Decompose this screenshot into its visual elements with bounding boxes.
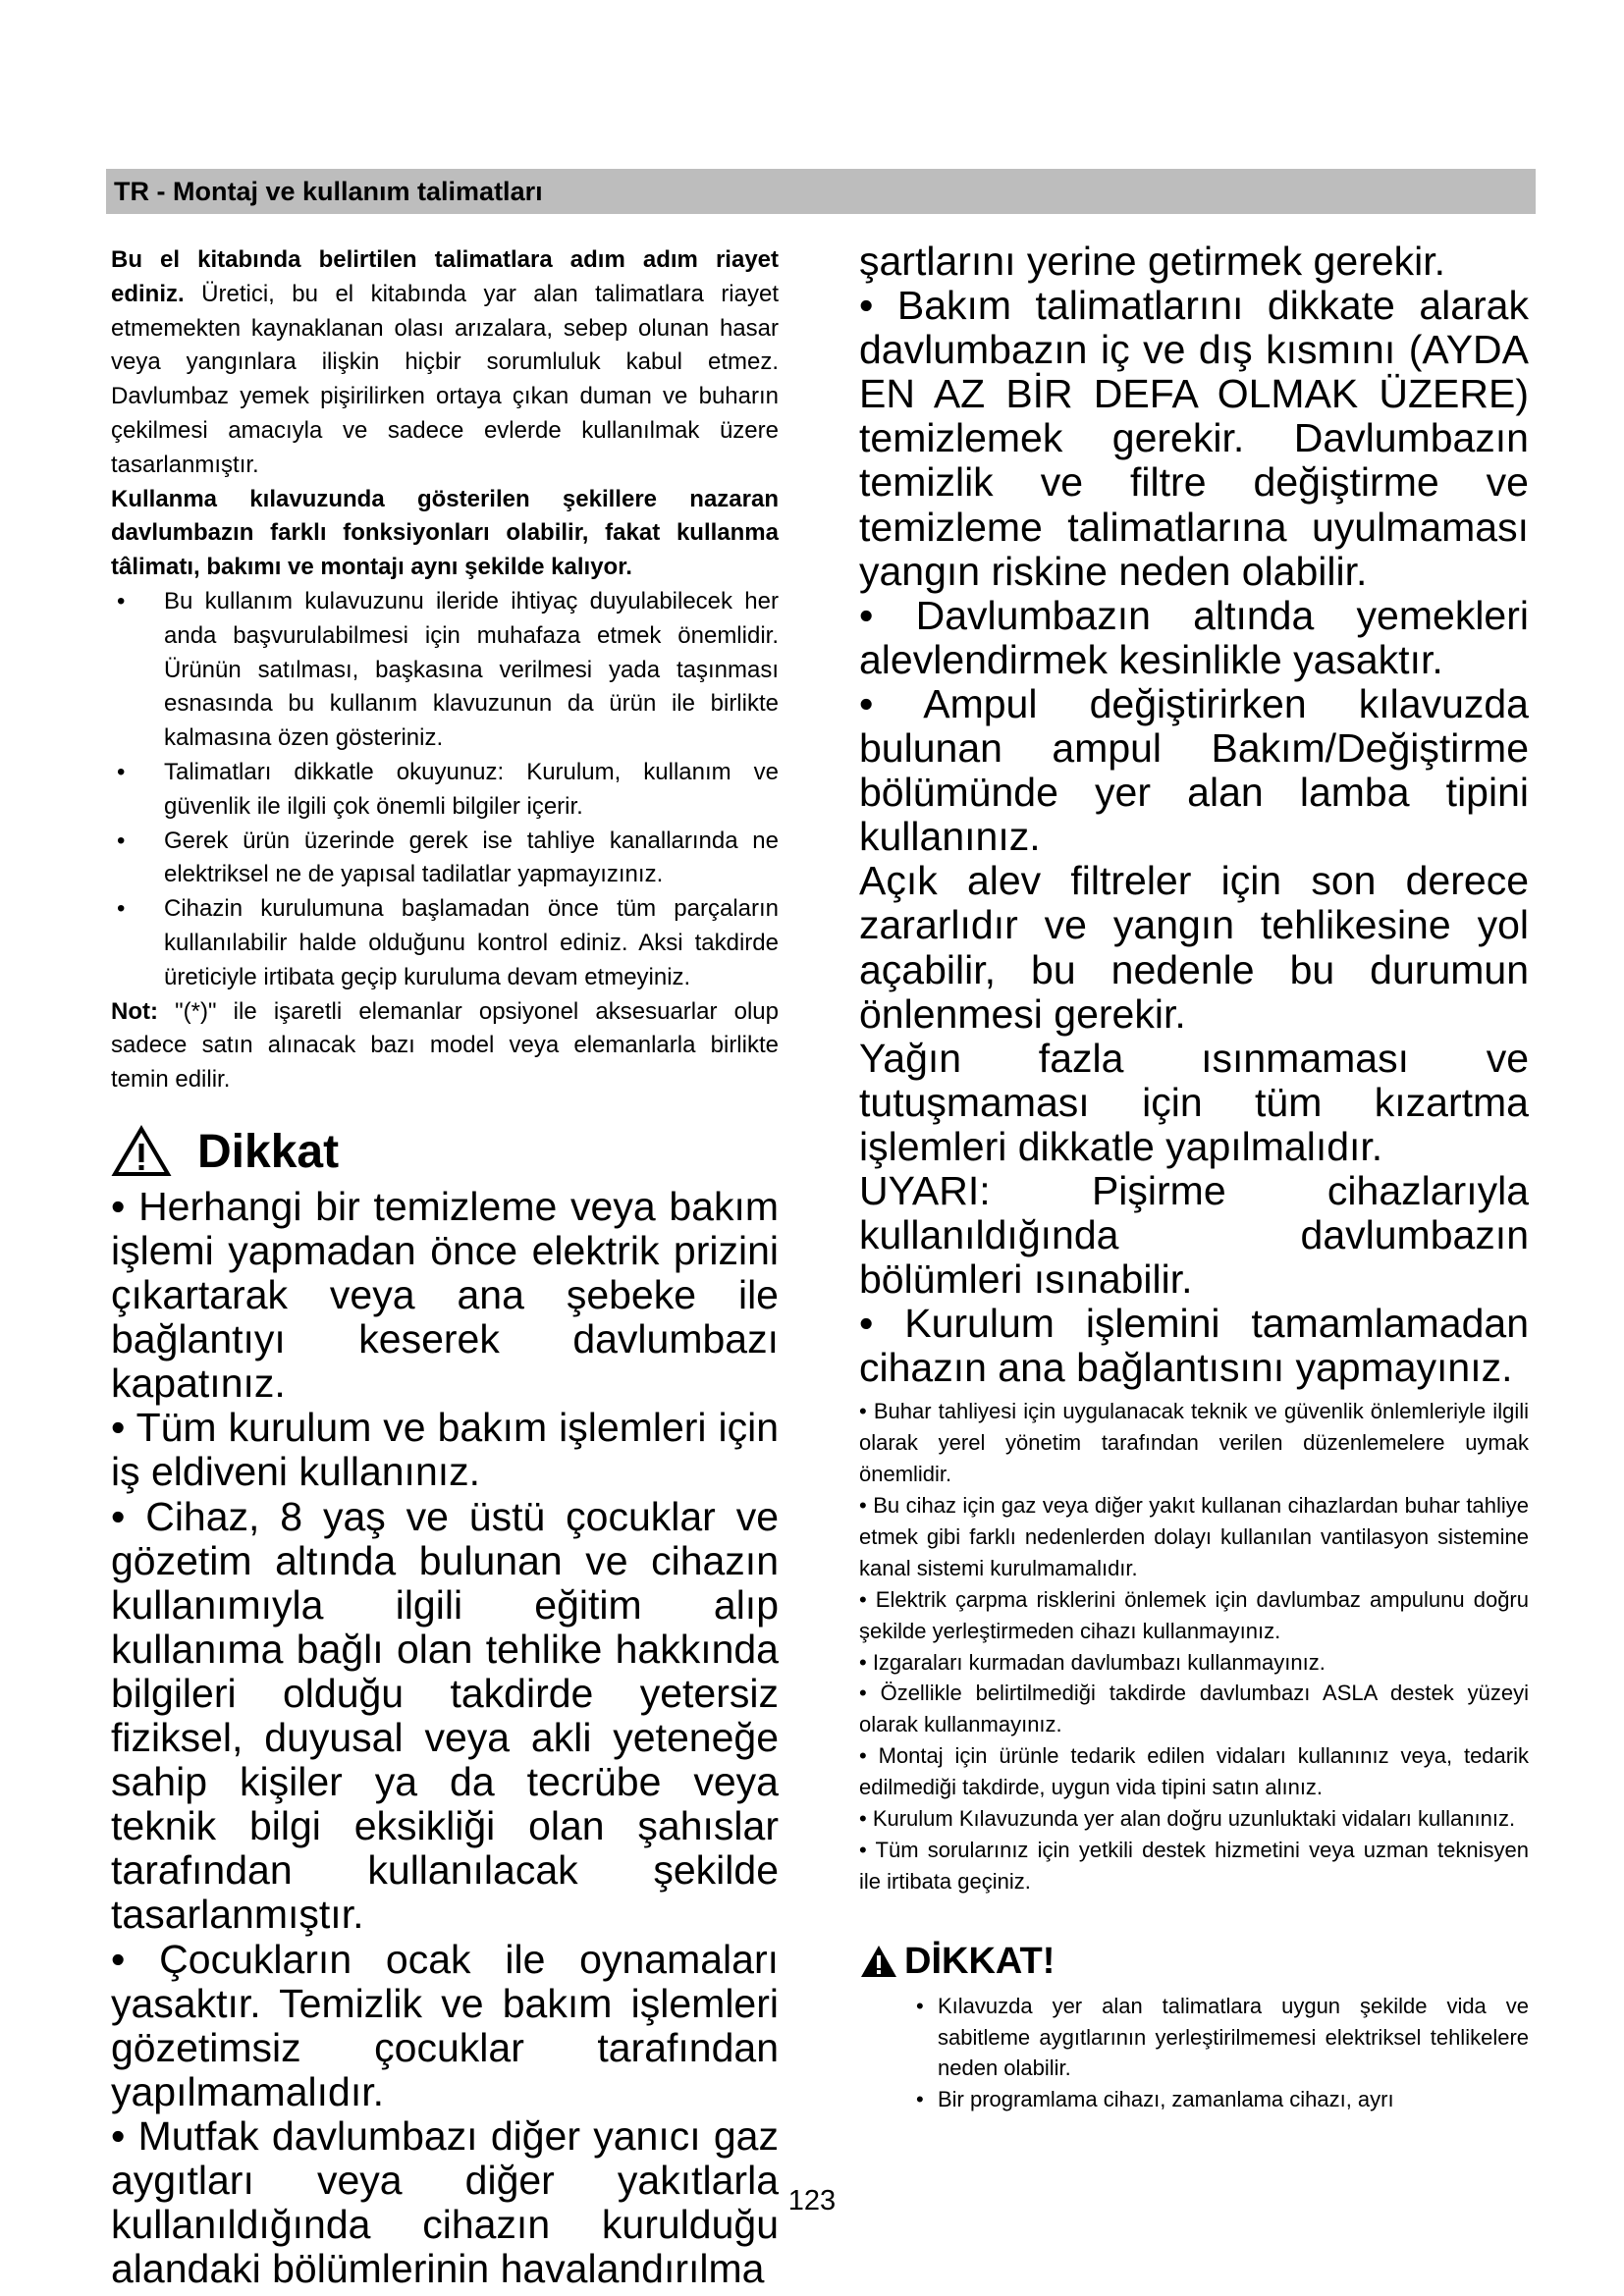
page-number: 123 bbox=[787, 2185, 837, 2216]
small-paragraph: • Elektrik çarpma risklerini önlemek için davlumbaz ampulunu doğru şekilde yerleştirmeden cihazı kullanmayınız. bbox=[859, 1586, 1529, 1643]
small-paragraph: • Özellikle belirtilmediği takdirde davlumbazı ASLA destek yüzeyi olarak kullanmayınız. bbox=[859, 1681, 1529, 1737]
warning-paragraph: • Cihaz, 8 yaş ve üstü çocuklar ve gözetim altında bulunan ve cihazın kullanımıyla ilgili eğitim alıp kullanıma bağlı olan tehlike hakkında bilgileri olduğu takdirde yetersiz fiziksel, duyusal veya akli yeteneğe sahip kişiler ya da tecrübe veya teknik bilgi eksikliği olan şahıslar tarafından kullanılacak şekilde tasarlanmıştır. bbox=[111, 1493, 779, 1938]
warning-paragraph: Yağın fazla ısınmaması ve tutuşmaması için tüm kızartma işlemleri dikkatle yapılmalıdır. bbox=[859, 1035, 1529, 1169]
note-paragraph bbox=[111, 995, 779, 1097]
warning-paragraph: • Herhangi bir temizleme veya bakım işlemi yapmadan önce elektrik prizini çıkartarak veya ana şebeke ile bağlantıyı keserek davlumbazı kapatınız. bbox=[111, 1183, 779, 1407]
warning-paragraph: • Çocukların ocak ile oynamaları yasaktır. Temizlik ve bakım işlemleri gözetimsiz çocuklar tarafından yapılmamalıdır. bbox=[111, 1936, 779, 2114]
warning-filled-icon bbox=[859, 1944, 898, 1979]
list-item: • Cihazin kurulumuna başlamadan önce tüm parçaların kullanılabilir halde olduğunu kontrol ediniz. Aksi takdirde üreticiyle irtibata geçip kuruluma devam etmeyiniz. bbox=[111, 892, 779, 994]
dikkat-heading bbox=[111, 1125, 779, 1179]
list-item: • Gerek ürün üzerinde gerek ise tahliye kanallarında ne elektriksel ne de yapısal tadilatlar yapmayızınız. bbox=[111, 825, 779, 893]
warning-paragraph: • Tüm kurulum ve bakım işlemleri için iş eldiveni kullanınız. bbox=[111, 1405, 779, 1495]
note-label: Not: bbox=[111, 997, 158, 1025]
dikkat2-title: DİKKAT! bbox=[904, 1940, 1056, 1982]
dikkat-title: Dikkat bbox=[197, 1125, 340, 1178]
intro-text: Üretici, bu el kitabında yar alan talimatlara riayet etmemekten kaynaklanan olası arızalara, sebep olunan hasar veya yangınlara ilişkin hiçbir sorumluluk kabul etmez. Davlumbaz yemek pişirilirken ortaya çıkan duman ve buharın çekilmesi amacıyla ve sadece evlerde kullanılmak üzere tasarlanmıştır. bbox=[111, 280, 779, 478]
left-column bbox=[111, 243, 779, 2291]
small-paragraph: • Izgaraları kurmadan davlumbazı kullanmayınız. bbox=[859, 1649, 1326, 1675]
dikkat2-heading bbox=[859, 1941, 1529, 1983]
small-paragraph: • Buhar tahliyesi için uygulanacak teknik ve güvenlik önlemleriyle ilgili olarak yerel yönetim tarafından verilen düzenlemelere uymak önemlidir. bbox=[859, 1399, 1529, 1487]
warning-paragraph: Açık alev filtreler için son derece zararlıdır ve yangın tehlikesine yol açabilir, bu nedenle bu durumun önlenmesi gerekir. bbox=[859, 858, 1529, 1037]
list-item: • Talimatları dikkatle okuyunuz: Kurulum, kullanım ve güvenlik ile ilgili çok önemli bilgiler içerir. bbox=[111, 756, 779, 825]
uyari-paragraph: UYARI: Pişirme cihazlarıyla kullanıldığında davlumbazın bölümleri ısınabilir. bbox=[859, 1167, 1529, 1303]
warning-paragraph: şartlarını yerine getirmek gerekir. bbox=[859, 239, 1446, 284]
dikkat2-list bbox=[859, 1991, 1529, 2116]
small-paragraph: • Bu cihaz için gaz veya diğer yakıt kullanan cihazlardan buhar tahliye etmek gibi farklı nedenlerden dolayı kullanılan vantilasyon sistemine kanal sistemi kurulmamalıdır. bbox=[859, 1493, 1529, 1580]
warning-paragraph: • Bakım talimatlarını dikkate alarak davlumbazın iç ve dış kısmını (AYDA EN AZ BİR DEFA OLMAK ÜZERE) temizlemek gerekir. Davlumbazın temizlik ve filtre değiştirme ve temizleme talimatlarına uyulmaması yangın riskine neden olabilir. bbox=[859, 283, 1529, 594]
small-warnings bbox=[859, 1396, 1529, 1896]
warning-paragraph: • Davlumbazın altında yemekleri alevlendirmek kesinlikle yasaktır. bbox=[859, 592, 1529, 682]
warning-paragraph: • Ampul değiştirirken kılavuzda bulunan ampul Bakım/Değiştirme bölümünde yer alan lamba tipini kullanınız. bbox=[859, 680, 1529, 860]
warning-paragraph: • Kurulum işlemini tamamlamadan cihazın ana bağlantısını yapmayınız. bbox=[859, 1301, 1529, 1391]
section-title: TR - Montaj ve kullanım talimatları bbox=[114, 177, 543, 206]
list-item: • Bu kullanım kulavuzunu ileride ihtiyaç duyulabilecek her anda başvurulabilmesi için muhafaza etmek önemlidir. Ürünün satılması, başkasına verilmesi yada taşınması esnasında bu kullanım klavuzunun da ürün ile birlikte kalmasına özen gösteriniz. bbox=[111, 585, 779, 756]
small-paragraph: • Tüm sorularınız için yetkili destek hizmetini veya uzman teknisyen ile irtibata geçiniz. bbox=[859, 1837, 1529, 1894]
warning-outline-icon bbox=[111, 1125, 172, 1178]
warning-paragraph: • Mutfak davlumbazı diğer yanıcı gaz aygıtları veya diğer yakıtlarla kullanıldığında cihazın kurulduğu alandaki bölümlerinin havalandırılma bbox=[111, 2112, 779, 2292]
intro2-paragraph: Kullanma kılavuzunda gösterilen şekillere nazaran davlumbazın farklı fonksiyonları olabilir, fakat kullanma tâlimatı, bakımı ve montajı aynı şekilde kalıyor. bbox=[111, 485, 779, 581]
list-item: • Kılavuzda yer alan talimatlara uygun şekilde vida ve sabitleme aygıtlarının yerleştirilmemesi elektriksel tehlikelere neden olabilir. bbox=[859, 1991, 1529, 2085]
intro-bullet-list bbox=[111, 585, 779, 995]
small-paragraph: • Kurulum Kılavuzunda yer alan doğru uzunluktaki vidaları kullanınız. bbox=[859, 1806, 1516, 1832]
note-text: "(*)" ile işaretli elemanlar opsiyonel aksesuarlar olup sadece satın alınacak bazı model veya elemanlarla birlikte temin edilir. bbox=[111, 997, 779, 1094]
intro-paragraph bbox=[111, 243, 779, 483]
small-paragraph: • Montaj için ürünle tedarik edilen vidaları kullanınız veya, tedarik edilmediği takdirde, uygun vida tipini satın alınız. bbox=[859, 1743, 1529, 1800]
intro-bold: Bu el kitabında belirtilen talimatlara adım adım riayet ediniz. bbox=[111, 246, 779, 307]
right-column bbox=[859, 240, 1529, 2115]
section-header bbox=[106, 169, 1536, 214]
list-item: • Bir programlama cihazı, zamanlama cihazı, ayrı bbox=[859, 2084, 1529, 2115]
